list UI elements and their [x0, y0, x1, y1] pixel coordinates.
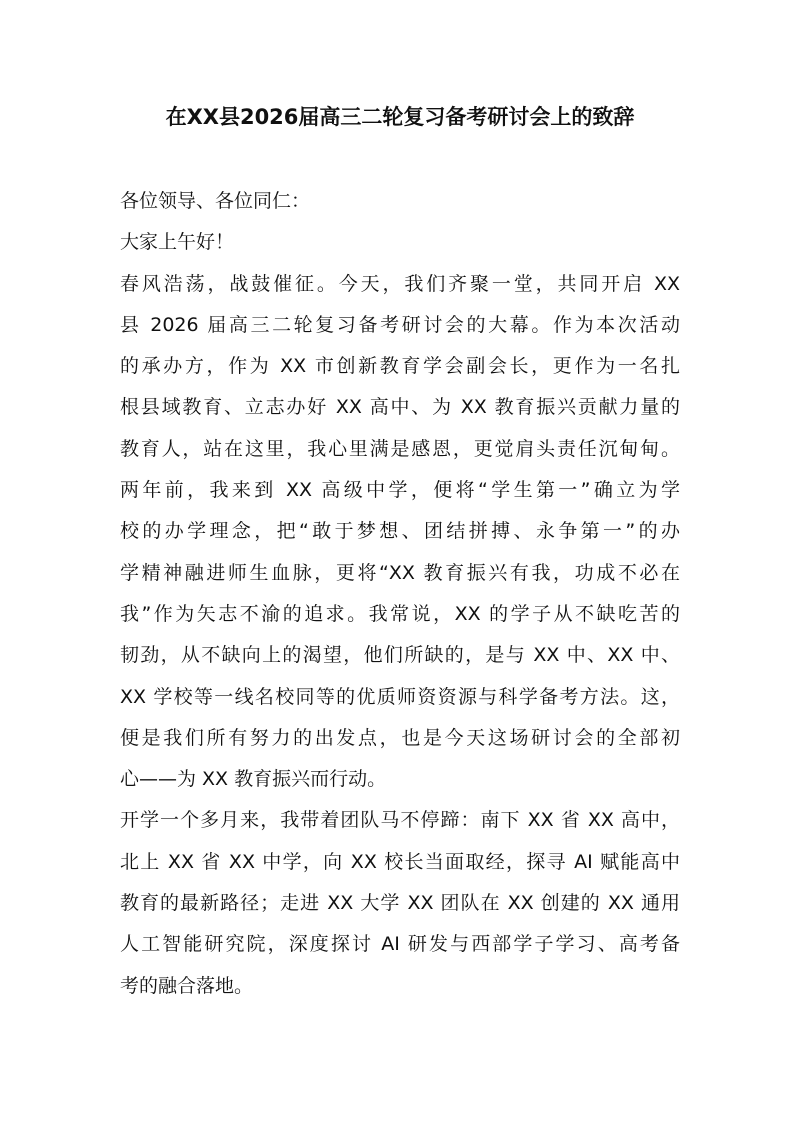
text-line: 两年前，我来到 XX 高级中学，便将“学生第一”确立为学: [120, 479, 680, 502]
text-line: 县 2026 届高三二轮复习备考研讨会的大幕。作为本次活动: [120, 313, 680, 336]
document-body: [120, 181, 680, 1007]
text-line: 考的融合落地。: [120, 974, 254, 997]
text-line: 北上 XX 省 XX 中学，向 XX 校长当面取经，探寻 AI 赋能高中: [120, 850, 680, 873]
text-line: 韧劲，从不缺向上的渴望，他们所缺的，是与 XX 中、XX 中、: [120, 644, 680, 667]
text-line: 我”作为矢志不渝的追求。我常说，XX 的学子从不缺吃苦的: [120, 602, 680, 625]
text-line: 春风浩荡，战鼓催征。今天，我们齐聚一堂，共同开启 XX: [120, 272, 680, 295]
text-line: 教育人，站在这里，我心里满是感恩，更觉肩头责任沉甸甸。: [120, 437, 680, 460]
text-line: 教育的最新路径；走进 XX 大学 XX 团队在 XX 创建的 XX 通用: [120, 892, 680, 915]
text-line: 校的办学理念，把“敢于梦想、团结拼搏、永争第一”的办: [120, 520, 680, 543]
text-line: 各位领导、各位同仁：: [120, 190, 311, 212]
text-line: 便是我们所有努力的出发点，也是今天这场研讨会的全部初: [120, 726, 680, 749]
text-line: XX 学校等一线名校同等的优质师资资源与科学备考方法。这，: [120, 685, 680, 708]
text-line: 的承办方，作为 XX 市创新教育学会副会长，更作为一名扎: [120, 355, 680, 378]
text-line: 心——为 XX 教育振兴而行动。: [120, 768, 387, 791]
document-title: 在XX县2026届高三二轮复习备考研讨会上的致辞: [165, 105, 635, 129]
text-line: 根县域教育、立志办好 XX 高中、为 XX 教育振兴贡献力量的: [120, 396, 680, 419]
text-line: 大家上午好！: [120, 231, 235, 254]
text-line: 开学一个多月来，我带着团队马不停蹄：南下 XX 省 XX 高中，: [120, 809, 680, 832]
text-line: 人工智能研究院，深度探讨 AI 研发与西部学子学习、高考备: [120, 933, 680, 956]
text-line: 学精神融进师生血脉，更将“XX 教育振兴有我，功成不必在: [120, 561, 680, 584]
